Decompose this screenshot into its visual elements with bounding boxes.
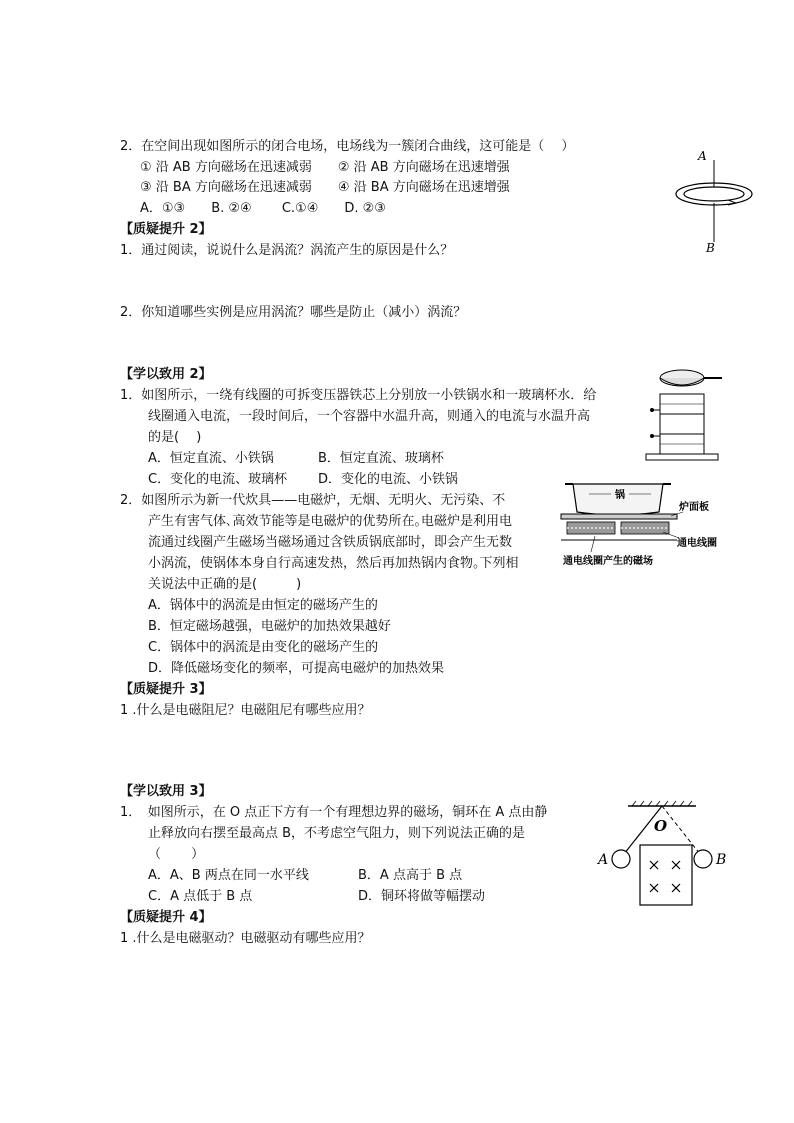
section-heading-xyzy2: 【学以致用 2】 bbox=[120, 367, 212, 382]
xyzy2-q1-line1: 1．如图所示，一绕有线圈的可拆变压器铁芯上分别放一小铁锅水和一玻璃杯水．给 bbox=[120, 388, 597, 403]
point-label-b: B bbox=[716, 852, 727, 868]
pot-label: 锅 bbox=[615, 490, 625, 501]
zyts4-question-1: 1 .什么是电磁驱动？电磁驱动有哪些应用？ bbox=[120, 931, 371, 946]
xyzy3-option-a: A．A、B 两点在同一水平线 bbox=[148, 868, 309, 883]
stove-plate-label: 炉面板 bbox=[679, 502, 709, 513]
xyzy3-q1-line1: 1． 如图所示，在 O 点正下方有一个有理想边界的磁场，铜环在 A 点由静 bbox=[120, 805, 548, 820]
magnetic-field-label: 通电线圈产生的磁场 bbox=[563, 556, 653, 567]
xyzy2-q1-option-d: D．变化的电流、小铁锅 bbox=[318, 472, 459, 487]
induction-cooker-figure bbox=[555, 476, 725, 576]
zyts2-question-1: 1．通过阅读，说说什么是涡流？涡流产生的原因是什么？ bbox=[120, 243, 454, 258]
zyts2-question-2: 2．你知道哪些实例是应用涡流？哪些是防止（减小）涡流？ bbox=[120, 305, 467, 320]
q2-stem: 2．在空间出现如图所示的闭合电场，电场线为一簇闭合曲线，这可能是（ ） bbox=[120, 139, 575, 154]
xyzy2-q1-option-c: C．变化的电流、玻璃杯 bbox=[148, 472, 288, 487]
transformer-core-figure bbox=[638, 366, 728, 486]
xyzy2-q2-line1: 2．如图所示为新一代炊具——电磁炉，无烟、无明火、无污染、不 bbox=[120, 493, 506, 508]
xyzy3-option-b: B．A 点高于 B 点 bbox=[358, 868, 463, 883]
xyzy2-q2-option-b: B．恒定磁场越强，电磁炉的加热效果越好 bbox=[148, 619, 391, 634]
xyzy3-option-d: D．铜环将做等幅摆动 bbox=[358, 889, 486, 904]
section-heading-zyts4: 【质疑提升 4】 bbox=[120, 910, 212, 925]
section-heading-zyts2: 【质疑提升 2】 bbox=[120, 222, 212, 237]
xyzy2-q2-line2: 产生有害气体､高效节能等是电磁炉的优势所在｡电磁炉是利用电 bbox=[148, 514, 513, 529]
q2-options-line2: ③ 沿 BA 方向磁场在迅速减弱 ④ 沿 BA 方向磁场在迅速增强 bbox=[140, 180, 510, 195]
xyzy2-q1-line3: 的是( ) bbox=[148, 430, 202, 445]
xyzy2-q2-line3: 流通过线圈产生磁场当磁场通过含铁质锅底部时，即会产生无数 bbox=[148, 535, 513, 550]
xyzy2-q2-option-c: C．锅体中的涡流是由变化的磁场产生的 bbox=[148, 640, 379, 655]
zyts3-question-1: 1 .什么是电磁阻尼？电磁阻尼有哪些应用？ bbox=[120, 703, 371, 718]
section-heading-xyzy3: 【学以致用 3】 bbox=[120, 784, 212, 799]
xyzy2-q1-option-a: A．恒定直流、小铁锅 bbox=[148, 451, 274, 466]
field-label-b: B bbox=[706, 241, 715, 255]
xyzy2-q2-line5: 关说法中正确的是( ) bbox=[148, 577, 302, 592]
xyzy2-q1-line2: 线圈通入电流，一段时间后，一个容器中水温升高，则通入的电流与水温升高 bbox=[148, 409, 591, 424]
copper-ring-pendulum-figure bbox=[592, 798, 732, 910]
pivot-label-o: O bbox=[654, 817, 668, 835]
closed-electric-field-figure bbox=[668, 140, 768, 260]
xyzy2-q2-option-a: A．锅体中的涡流是由恒定的磁场产生的 bbox=[148, 598, 378, 613]
xyzy2-q1-option-b: B．恒定直流、玻璃杯 bbox=[318, 451, 444, 466]
field-label-a: A bbox=[698, 149, 707, 163]
xyzy3-q1-line2: 止释放向右摆至最高点 B，不考虑空气阻力，则下列说法正确的是 bbox=[148, 826, 526, 841]
q2-options-line1: ① 沿 AB 方向磁场在迅速减弱 ② 沿 AB 方向磁场在迅速增强 bbox=[140, 160, 510, 175]
xyzy2-q2-option-d: D．降低磁场变化的频率，可提高电磁炉的加热效果 bbox=[148, 661, 445, 676]
coil-label: 通电线圈 bbox=[677, 538, 717, 549]
xyzy2-q2-line4: 小涡流，使锅体本身自行高速发热，然后再加热锅内食物｡下列相 bbox=[148, 556, 519, 571]
point-label-a: A bbox=[598, 852, 609, 868]
xyzy3-option-c: C．A 点低于 B 点 bbox=[148, 889, 253, 904]
q2-answer-choices: A．①③ B. ②④ C.①④ D. ②③ bbox=[140, 201, 386, 216]
xyzy3-q1-line3: （ ） bbox=[148, 847, 205, 862]
section-heading-zyts3: 【质疑提升 3】 bbox=[120, 682, 212, 697]
